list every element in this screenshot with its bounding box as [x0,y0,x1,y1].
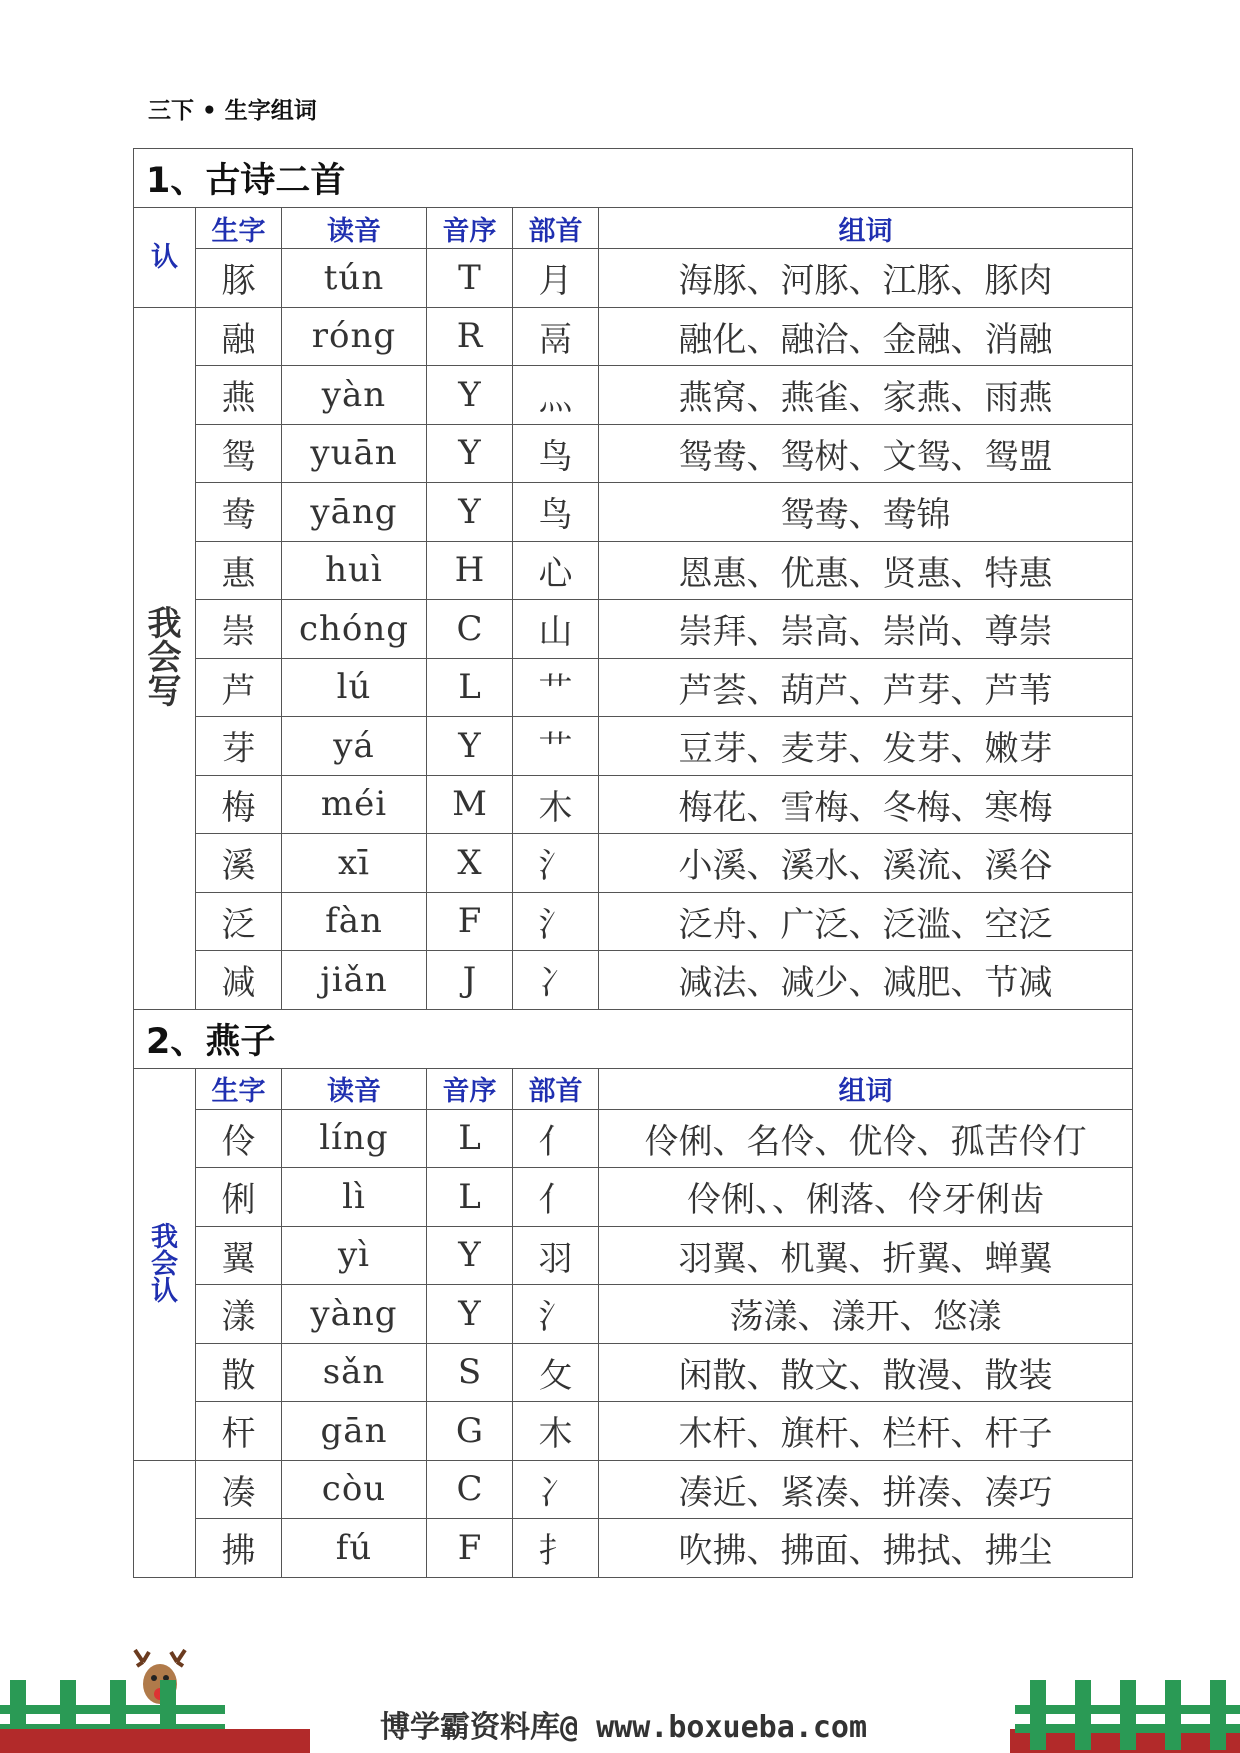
group-label-char: 认 [151,1275,178,1307]
table-row [134,541,1133,600]
index-cell: M [427,775,513,834]
pinyin-cell: fàn [282,892,427,951]
section-title-row [134,149,1133,208]
group-label-char: 我 [151,1221,178,1253]
char-cell: 鸳 [196,424,282,483]
radical-cell: 灬 [513,366,599,425]
pinyin-cell: chóng [282,600,427,659]
char-cell: 凑 [196,1460,282,1519]
index-cell: F [427,1519,513,1578]
char-cell: 融 [196,307,282,366]
pinyin-cell: yì [282,1226,427,1285]
char-cell: 泛 [196,892,282,951]
pinyin-cell: còu [282,1460,427,1519]
radical-cell: 亻 [513,1109,599,1168]
pinyin-cell: yàng [282,1285,427,1344]
words-cell: 羽翼、机翼、折翼、蝉翼 [599,1226,1133,1285]
index-cell: T [427,249,513,308]
words-cell: 闲散、散文、散漫、散装 [599,1343,1133,1402]
table-row [134,892,1133,951]
table-row [134,424,1133,483]
column-header: 读音 [282,208,427,249]
index-cell: F [427,892,513,951]
radical-cell: 亻 [513,1168,599,1227]
index-cell: C [427,600,513,659]
group-label-char: 认 [151,241,178,273]
table-row [134,1168,1133,1227]
pinyin-cell: huì [282,541,427,600]
char-cell: 惠 [196,541,282,600]
radical-cell: 扌 [513,1519,599,1578]
radical-cell: 鸟 [513,424,599,483]
table-row [134,1402,1133,1461]
pinyin-cell: fú [282,1519,427,1578]
table-row [134,600,1133,659]
char-cell: 溪 [196,834,282,893]
section-title: 1、古诗二首 [134,149,1133,208]
table-row [134,1519,1133,1578]
words-cell: 融化、融洽、金融、消融 [599,307,1133,366]
char-cell: 拂 [196,1519,282,1578]
pinyin-cell: jiǎn [282,951,427,1010]
column-header: 音序 [427,208,513,249]
section-title-row [134,1009,1133,1068]
char-cell: 漾 [196,1285,282,1344]
pinyin-cell: lì [282,1168,427,1227]
table-row [134,717,1133,776]
pinyin-cell: tún [282,249,427,308]
vocab-table [133,148,1133,1578]
index-cell: L [427,1109,513,1168]
radical-cell: 月 [513,249,599,308]
column-header: 读音 [282,1068,427,1109]
words-cell: 燕窝、燕雀、家燕、雨燕 [599,366,1133,425]
pinyin-cell: líng [282,1109,427,1168]
char-cell: 崇 [196,600,282,659]
column-header: 组词 [599,1068,1133,1109]
index-cell: Y [427,483,513,542]
radical-cell: 冫 [513,951,599,1010]
words-cell: 豆芽、麦芽、发芽、嫩芽 [599,717,1133,776]
table-row [134,775,1133,834]
table-row [134,1460,1133,1519]
table-row [134,951,1133,1010]
radical-cell: 羽 [513,1226,599,1285]
pinyin-cell: xī [282,834,427,893]
index-cell: Y [427,1226,513,1285]
table-row [134,834,1133,893]
char-cell: 伶 [196,1109,282,1168]
words-cell: 荡漾、漾开、悠漾 [599,1285,1133,1344]
index-cell: H [427,541,513,600]
column-header: 部首 [513,1068,599,1109]
index-cell: J [427,951,513,1010]
table-row [134,249,1133,308]
words-cell: 崇拜、崇高、崇尚、尊崇 [599,600,1133,659]
pinyin-cell: méi [282,775,427,834]
footer-bar-left [0,1729,310,1753]
pinyin-cell: yàn [282,366,427,425]
index-cell: S [427,1343,513,1402]
group-label [134,208,196,308]
index-cell: Y [427,424,513,483]
radical-cell: 攵 [513,1343,599,1402]
char-cell: 俐 [196,1168,282,1227]
char-cell: 梅 [196,775,282,834]
table-row [134,307,1133,366]
table-row [134,658,1133,717]
group-label-char: 写 [147,672,182,712]
char-cell: 芽 [196,717,282,776]
pinyin-cell: yá [282,717,427,776]
column-header-row [134,1068,1133,1109]
words-cell: 木杆、旗杆、栏杆、杆子 [599,1402,1133,1461]
column-header: 部首 [513,208,599,249]
group-label-char: 会 [147,638,182,678]
words-cell: 鸳鸯、鸯锦 [599,483,1133,542]
table-row [134,483,1133,542]
group-label [134,307,196,1009]
pinyin-cell: róng [282,307,427,366]
pinyin-cell: sǎn [282,1343,427,1402]
column-header: 音序 [427,1068,513,1109]
char-cell: 燕 [196,366,282,425]
words-cell: 凑近、紧凑、拼凑、凑巧 [599,1460,1133,1519]
words-cell: 鸳鸯、鸳树、文鸳、鸳盟 [599,424,1133,483]
index-cell: G [427,1402,513,1461]
radical-cell: 心 [513,541,599,600]
words-cell: 海豚、河豚、江豚、豚肉 [599,249,1133,308]
footer [0,1640,1240,1753]
section-title: 2、燕子 [134,1009,1133,1068]
group-label-char: 我 [147,604,182,644]
column-header-row [134,208,1133,249]
column-header: 组词 [599,208,1133,249]
column-header: 生字 [196,1068,282,1109]
radical-cell: 氵 [513,834,599,893]
radical-cell: 木 [513,775,599,834]
radical-cell: 氵 [513,892,599,951]
index-cell: L [427,658,513,717]
pinyin-cell: lú [282,658,427,717]
page-header: 三下 • 生字组词 [148,98,317,124]
words-cell: 恩惠、优惠、贤惠、特惠 [599,541,1133,600]
table-row [134,1285,1133,1344]
radical-cell: 鸟 [513,483,599,542]
pinyin-cell: yuān [282,424,427,483]
table-row [134,1343,1133,1402]
char-cell: 减 [196,951,282,1010]
table-row [134,1226,1133,1285]
radical-cell: 冫 [513,1460,599,1519]
words-cell: 伶俐、名伶、优伶、孤苦伶仃 [599,1109,1133,1168]
footer-text: 博学霸资料库@ www.boxueba.com [380,1710,868,1745]
char-cell: 翼 [196,1226,282,1285]
index-cell: R [427,307,513,366]
char-cell: 杆 [196,1402,282,1461]
index-cell: Y [427,717,513,776]
char-cell: 散 [196,1343,282,1402]
radical-cell: 艹 [513,717,599,776]
table-row [134,1109,1133,1168]
radical-cell: 氵 [513,1285,599,1344]
words-cell: 减法、减少、减肥、节减 [599,951,1133,1010]
radical-cell: 艹 [513,658,599,717]
table-row [134,366,1133,425]
radical-cell: 山 [513,600,599,659]
words-cell: 吹拂、拂面、拂拭、拂尘 [599,1519,1133,1578]
pinyin-cell: gān [282,1402,427,1461]
words-cell: 泛舟、广泛、泛滥、空泛 [599,892,1133,951]
words-cell: 芦荟、葫芦、芦芽、芦苇 [599,658,1133,717]
index-cell: X [427,834,513,893]
index-cell: L [427,1168,513,1227]
group-label [134,1068,196,1460]
index-cell: C [427,1460,513,1519]
char-cell: 芦 [196,658,282,717]
pinyin-cell: yāng [282,483,427,542]
group-label-char: 会 [151,1248,178,1280]
radical-cell: 木 [513,1402,599,1461]
char-cell: 豚 [196,249,282,308]
index-cell: Y [427,1285,513,1344]
words-cell: 梅花、雪梅、冬梅、寒梅 [599,775,1133,834]
group-label [134,1460,196,1577]
index-cell: Y [427,366,513,425]
radical-cell: 鬲 [513,307,599,366]
words-cell: 小溪、溪水、溪流、溪谷 [599,834,1133,893]
words-cell: 伶俐、、俐落、伶牙俐齿 [599,1168,1133,1227]
fence-right-icon [1015,1670,1240,1750]
char-cell: 鸯 [196,483,282,542]
column-header: 生字 [196,208,282,249]
